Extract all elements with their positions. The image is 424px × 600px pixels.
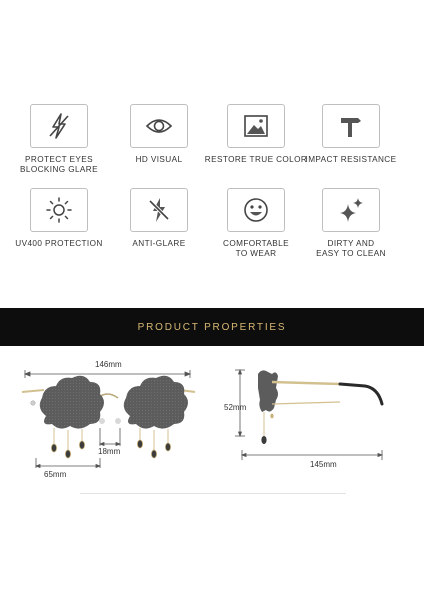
feature-icon-box	[30, 188, 88, 232]
feature-easy-clean	[298, 188, 404, 259]
feature-hd-visual	[106, 104, 212, 165]
feature-restore-color	[203, 104, 309, 165]
raindrop-charms-right	[137, 428, 170, 458]
lightning-slash-icon	[44, 111, 74, 141]
smiley-face-icon	[241, 195, 271, 225]
banner-title: PRODUCT PROPERTIES	[137, 321, 287, 333]
feature-impact	[298, 104, 404, 165]
feature-label: ANTI-GLARE	[132, 239, 186, 248]
temple-length-label: 145mm	[310, 460, 337, 469]
hammer-icon	[336, 111, 366, 141]
feature-label: HD VISUAL	[135, 155, 183, 164]
left-cloud-lens	[40, 376, 104, 429]
lens-height-label: 52mm	[224, 403, 247, 412]
sun-icon	[44, 195, 74, 225]
feature-icon-box	[322, 188, 380, 232]
feature-label: RESTORE TRUE COLOR	[204, 155, 308, 164]
feature-icon-box	[130, 104, 188, 148]
feature-protect-eyes	[6, 104, 112, 175]
footer-divider	[80, 493, 346, 494]
feature-uv400	[6, 188, 112, 249]
flash-off-icon	[144, 195, 174, 225]
feature-label: PROTECT EYES BLOCKING GLARE	[20, 155, 98, 174]
lens-width-label: 65mm	[44, 470, 67, 479]
feature-icon-box	[227, 104, 285, 148]
temple-length-dimension	[242, 450, 382, 460]
frame-width-label: 146mm	[95, 360, 122, 369]
sparkles-icon	[336, 195, 366, 225]
product-properties-banner	[0, 308, 424, 346]
feature-label: IMPACT RESISTANCE	[305, 155, 397, 164]
right-cloud-lens	[124, 376, 188, 429]
raindrop-charms-left	[51, 428, 84, 458]
eye-icon	[144, 111, 174, 141]
dimension-diagram	[0, 346, 424, 600]
feature-label: COMFORTABLE TO WEAR	[223, 239, 289, 258]
bridge-label: 18mm	[98, 447, 121, 456]
feature-icon-box	[227, 188, 285, 232]
feature-icon-box	[30, 104, 88, 148]
feature-label: UV400 PROTECTION	[15, 239, 103, 248]
bridge-dimension	[100, 428, 120, 446]
feature-anti-glare	[106, 188, 212, 249]
landscape-picture-icon	[241, 111, 271, 141]
feature-comfortable	[203, 188, 309, 259]
feature-icon-box	[130, 188, 188, 232]
feature-icon-box	[322, 104, 380, 148]
lens-width-dimension	[36, 458, 100, 468]
side-view-glasses	[258, 370, 382, 444]
feature-label: DIRTY AND EASY TO CLEAN	[316, 239, 386, 258]
